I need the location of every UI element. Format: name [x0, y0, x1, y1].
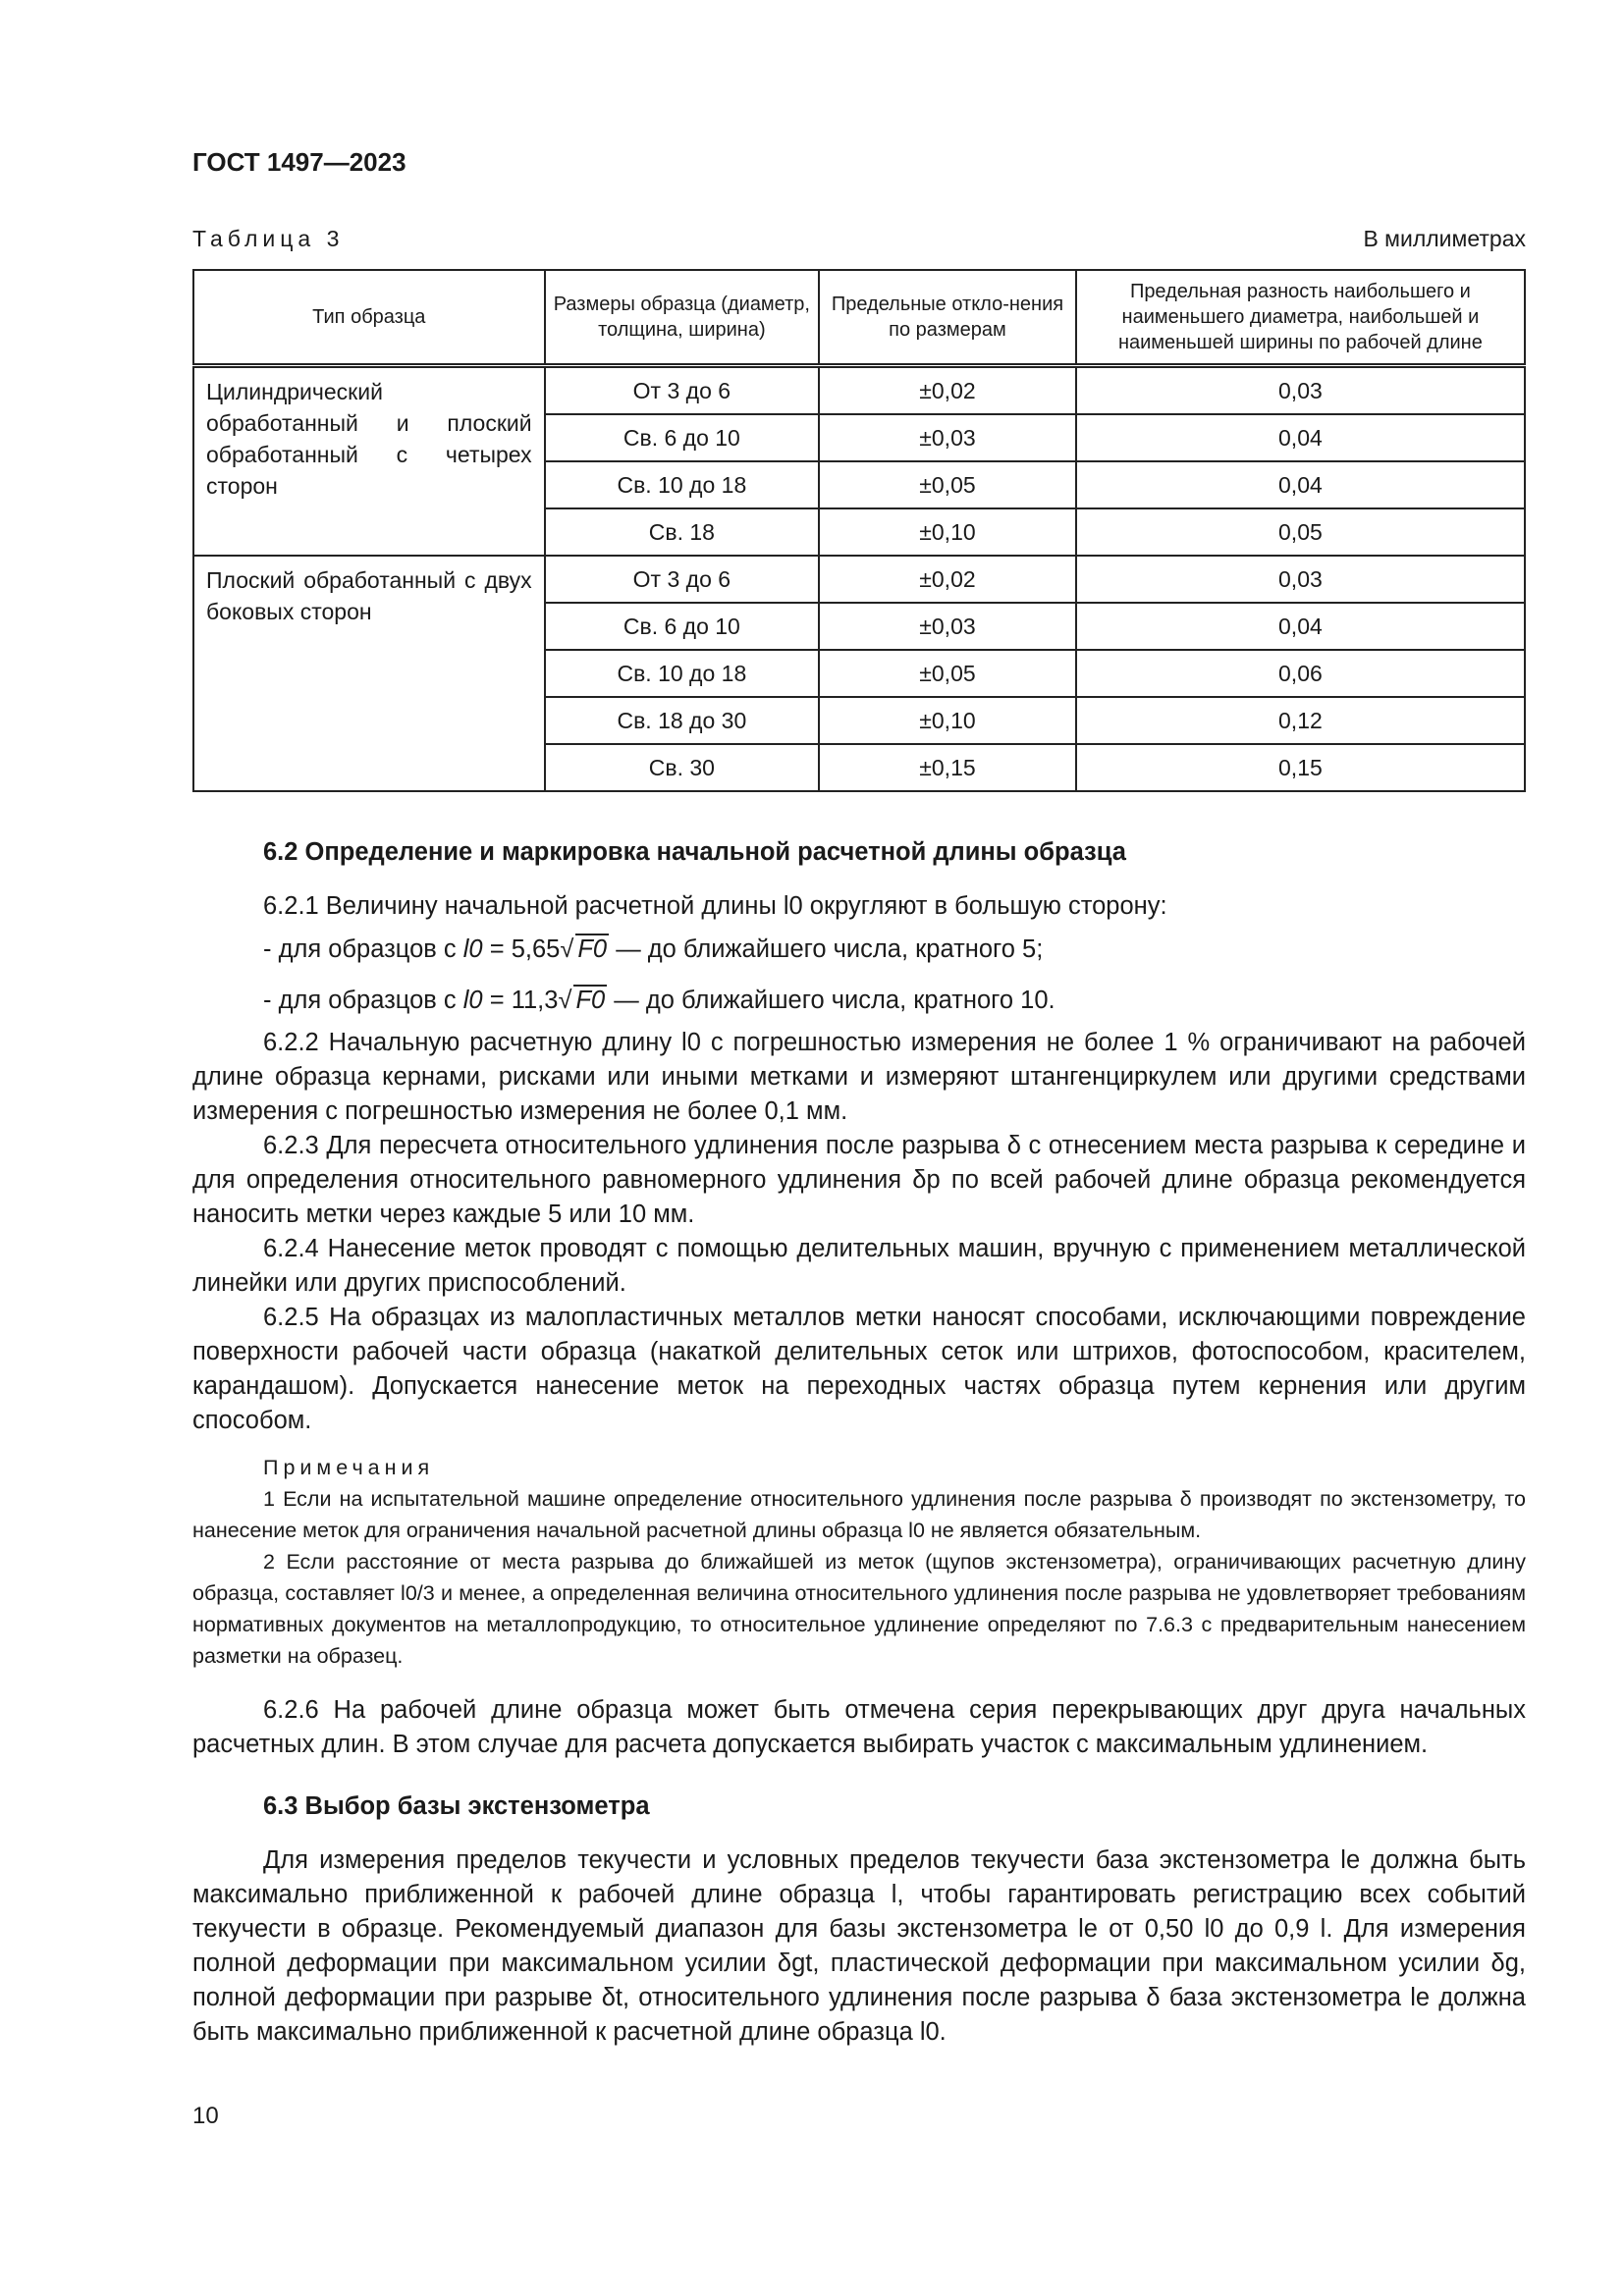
note-1: 1 Если на испытательной машине определение относительного удлинения после разрыва δ производят по экстензометру, то нанесение меток для ограничения начальной расчетной длины образца l0 не является обязательным. [192, 1487, 1526, 1542]
deviation-cell: ±0,02 [819, 556, 1076, 603]
document-body [192, 828, 1526, 2050]
difference-cell: 0,04 [1076, 461, 1525, 508]
sqrt-icon: √ [560, 935, 574, 963]
size-cell: Св. 18 [545, 508, 820, 556]
formula-line-2: - для образцов с l0 = 11,3√ F0 — до ближайшего числа, кратного 10. [263, 987, 1056, 1014]
notes-block [192, 1452, 1526, 1672]
difference-cell: 0,03 [1076, 366, 1525, 415]
difference-cell: 0,05 [1076, 508, 1525, 556]
table-row [193, 556, 1525, 603]
paragraph-6-2-1: 6.2.1 Величину начальной расчетной длины l0 округляют в большую сторону: [263, 892, 1167, 920]
size-cell: Св. 6 до 10 [545, 414, 820, 461]
table-row [193, 366, 1525, 415]
deviation-cell: ±0,03 [819, 603, 1076, 650]
difference-cell: 0,06 [1076, 650, 1525, 697]
col-header-type: Тип образца [193, 270, 545, 366]
size-cell: Св. 6 до 10 [545, 603, 820, 650]
formula-coefficient: 11,3 [511, 987, 559, 1014]
formula-prefix: - для образцов с [263, 987, 457, 1014]
difference-cell: 0,04 [1076, 603, 1525, 650]
page-number: 10 [192, 2103, 219, 2129]
specimen-type-cell: Цилиндрический обработанный и плоский обработанный с четырех сторон [193, 366, 545, 557]
section-heading-6-2: 6.2 Определение и маркировка начальной расчетной длины образца [263, 838, 1126, 866]
size-cell: Св. 10 до 18 [545, 650, 820, 697]
formula-line-1: - для образцов с l0 = 5,65√ F0 — до ближайшего числа, кратного 5; [263, 935, 1044, 963]
table-caption: Таблица 3 [192, 226, 345, 251]
difference-cell: 0,03 [1076, 556, 1525, 603]
deviation-cell: ±0,15 [819, 744, 1076, 791]
deviation-cell: ±0,05 [819, 650, 1076, 697]
deviation-cell: ±0,05 [819, 461, 1076, 508]
col-header-size: Размеры образца (диаметр, толщина, ширина) [545, 270, 820, 366]
difference-cell: 0,04 [1076, 414, 1525, 461]
paragraph-6-2-6: 6.2.6 На рабочей длине образца может быть отмечена серия перекрывающих друг друга начальных расчетных длин. В этом случае для расчета допускается выбирать участок с максимальным удлинением. [192, 1696, 1526, 1758]
col-header-deviation: Предельные откло-нения по размерам [819, 270, 1076, 366]
formula-coefficient: 5,65 [511, 935, 561, 963]
difference-cell: 0,15 [1076, 744, 1525, 791]
difference-cell: 0,12 [1076, 697, 1525, 744]
size-cell: От 3 до 6 [545, 366, 820, 415]
sqrt-icon: √ [558, 987, 572, 1014]
section-heading-6-3: 6.3 Выбор базы экстензометра [263, 1792, 650, 1820]
formula-root: F0 [575, 987, 606, 1014]
deviation-cell: ±0,10 [819, 508, 1076, 556]
formula-lhs: l0 [462, 987, 483, 1014]
table-unit: В миллиметрах [1363, 226, 1526, 251]
deviation-cell: ±0,03 [819, 414, 1076, 461]
deviation-cell: ±0,02 [819, 366, 1076, 415]
table-3 [192, 269, 1526, 792]
table-header-row [193, 270, 1525, 366]
col-header-difference: Предельная разность наибольшего и наименьшего диаметра, наибольшей и наименьшей ширины по рабочей длине [1076, 270, 1525, 366]
formula-suffix: — до ближайшего числа, кратного 10. [614, 987, 1056, 1014]
formula-lhs: l0 [462, 935, 483, 963]
paragraph-6-2-2: 6.2.2 Начальную расчетную длину l0 с погрешностью измерения не более 1 % ограничивают на рабочей длине образца кернами, рисками или иными метками и измеряют штангенциркулем или другими средствами измерения с погрешностью измерения не более 0,1 мм. [192, 1029, 1526, 1125]
size-cell: Св. 10 до 18 [545, 461, 820, 508]
paragraph-6-2-5: 6.2.5 На образцах из малопластичных металлов метки наносят способами, исключающими повреждение поверхности рабочей части образца (накаткой делительных сеток или штрихов, фотоспособом, красителем, карандашом). Допускается нанесение меток на переходных частях образца путем кернения или другим способом. [192, 1304, 1526, 1434]
size-cell: Св. 18 до 30 [545, 697, 820, 744]
formula-suffix: — до ближайшего числа, кратного 5; [616, 935, 1044, 963]
paragraph-6-3: Для измерения пределов текучести и условных пределов текучести база экстензометра le должна быть максимально приближенной к рабочей длине образца l, чтобы гарантировать регистрацию всех событий текучести в образце. Рекомендуемый диапазон для базы экстензометра le от 0,50 l0 до 0,9 l. Для измерения полной деформации при максимальном усилии δgt, пластической деформации при максимальном усилии δg, полной деформации при разрыве δt, относительного удлинения после разрыва δ база экстензометра le должна быть максимально приближенной к расчетной длине образца l0. [192, 1846, 1526, 2046]
deviation-cell: ±0,10 [819, 697, 1076, 744]
size-cell: Св. 30 [545, 744, 820, 791]
paragraph-6-2-4: 6.2.4 Нанесение меток проводят с помощью делительных машин, вручную с применением металлической линейки или других приспособлений. [192, 1235, 1526, 1297]
specimen-type-cell: Плоский обработанный с двух боковых сторон [193, 556, 545, 791]
size-cell: От 3 до 6 [545, 556, 820, 603]
paragraph-6-2-3: 6.2.3 Для пересчета относительного удлинения после разрыва δ с отнесением места разрыва к середине и для определения относительного равномерного удлинения δp по всей рабочей длине образца рекомендуется наносить метки через каждые 5 или 10 мм. [192, 1132, 1526, 1228]
document-header: ГОСТ 1497—2023 [192, 147, 406, 177]
notes-caption: Примечания [263, 1456, 435, 1479]
note-2: 2 Если расстояние от места разрыва до ближайшей из меток (щупов экстензометра), ограничивающих расчетную длину образца, составляет l0/3 и менее, а определенная величина относительного удлинения после разрыва не удовлетворяет требованиям нормативных документов на металлопродукцию, то относительное удлинение определяют по 7.6.3 с предварительным нанесением разметки на образец. [192, 1550, 1526, 1668]
formula-root: F0 [577, 935, 608, 963]
formula-prefix: - для образцов с [263, 935, 457, 963]
